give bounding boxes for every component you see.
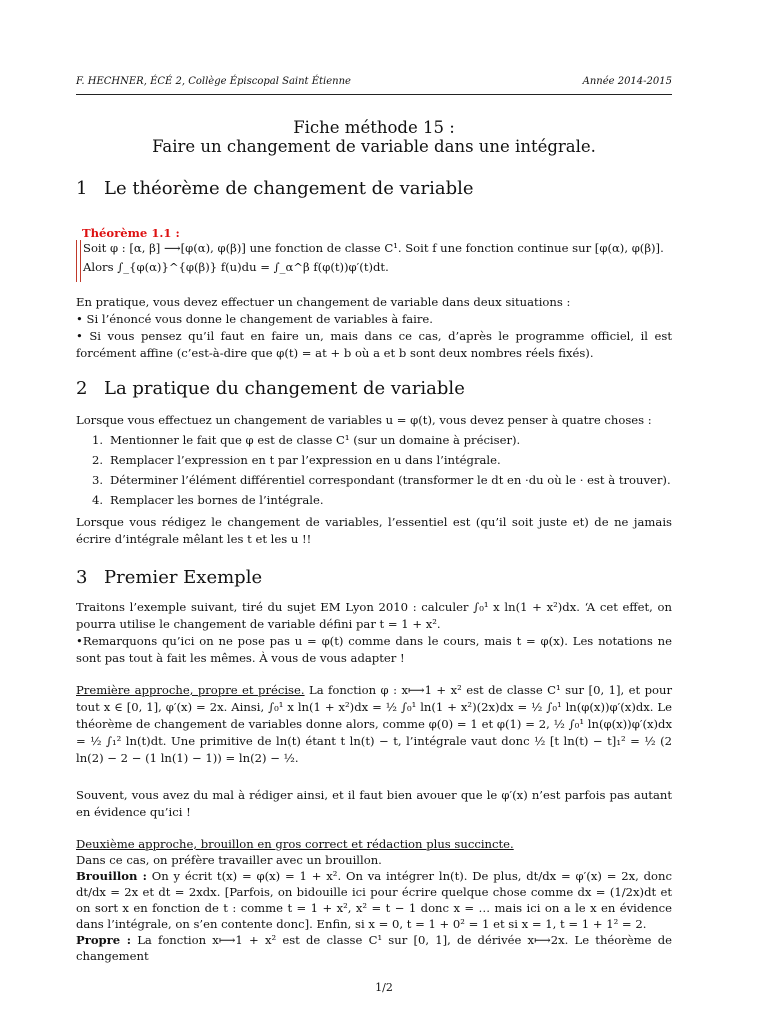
- section-heading-2: [76, 378, 465, 399]
- section-heading-1: [76, 178, 474, 199]
- paragraph: [76, 682, 672, 767]
- brouillon-label: Brouillon :: [76, 869, 147, 883]
- theorem-statement-line: Soit φ : [α, β] ⟶[φ(α), φ(β)] une fonction de classe C¹. Soit f une fonction continue sur [φ(α), φ(β)].: [83, 241, 664, 255]
- paragraph: Dans ce cas, on préfère travailler avec un brouillon.: [76, 853, 382, 867]
- section-1-body: [76, 294, 672, 362]
- paragraph: •Remarquons qu’ici on ne pose pas u = φ(t) comme dans le cours, mais t = φ(x). Les notations ne sont pas tout à fait les mêmes. À vous de vous adapter !: [76, 634, 672, 665]
- propre-body: La fonction x⟼1 + x² est de classe C¹ sur [0, 1], de dérivée x⟼2x. Le théorème de changement: [76, 933, 673, 963]
- theorem-margin-bar: [76, 240, 77, 282]
- header-author: F. HECHNER, ÉCÉ 2, Collège Épiscopal Saint Étienne: [76, 76, 351, 87]
- theorem-statement-line: Alors ∫_{φ(α)}^{φ(β)} f(u)du = ∫_α^β f(φ(t))φ′(t)dt.: [83, 260, 389, 274]
- paragraph: [76, 868, 672, 932]
- theorem-label: Théorème 1.1 :: [82, 226, 180, 240]
- section-title: Premier Exemple: [104, 567, 263, 588]
- list-item: 4. Remplacer les bornes de l’intégrale.: [92, 493, 324, 507]
- section-3-intro: [76, 599, 672, 667]
- header-rule: [76, 94, 672, 95]
- list-item: 3. Déterminer l’élément différentiel correspondant (transformer le dt en ·du où le · est à trouver).: [92, 473, 671, 487]
- section-title: La pratique du changement de variable: [104, 378, 465, 399]
- paragraph: En pratique, vous devez effectuer un changement de variable dans deux situations :: [76, 295, 571, 309]
- list-item: 1. Mentionner le fait que φ est de classe C¹ (sur un domaine à préciser).: [92, 433, 521, 447]
- title-line-1: Fiche méthode 15 :: [293, 118, 455, 137]
- section-number: 3: [76, 567, 88, 588]
- approach-2: [76, 836, 672, 964]
- paragraph: • Si vous pensez qu’il faut en faire un, mais dans ce cas, d’après le programme officiel, il est forcément affine (c’est-à-dire que φ(t) = at + b où a et b sont deux nombres réels fixés).: [76, 329, 672, 360]
- paragraph: • Si l’énoncé vous donne le changement de variables à faire.: [76, 312, 433, 326]
- section-2-outro: Lorsque vous rédigez le changement de variables, l’essentiel est (qu’il soit juste et) de ne jamais écrire d’intégrale mêlant les t et les u !!: [76, 515, 672, 546]
- section-number: 1: [76, 178, 88, 199]
- brouillon-body: On y écrit t(x) = φ(x) = 1 + x². On va intégrer ln(t). De plus, dt/dx = φ′(x) = 2x, donc dt/dx = 2x et dt = 2xdx. [Parfois, on bidouille ici pour écrire quelque chose comme dx = (1/2x)dt et on sort x en fonction de t : comme t = 1 + x², x² = t − 1 donc x = … mais ici on a le x en évidence dans l’intégrale, on s’en contente donc]. Enfin, si x = 0, t = 1 + 0² = 1 et si x = 1, t = 1 + 1² = 2.: [76, 869, 672, 931]
- approach-2-label: Deuxième approche, brouillon en gros correct et rédaction plus succincte.: [76, 837, 514, 851]
- steps-list: [92, 430, 672, 510]
- section-heading-3: [76, 567, 262, 588]
- theorem-box: [76, 226, 672, 282]
- approach-1: [76, 682, 672, 767]
- propre-label: Propre :: [76, 933, 131, 947]
- section-number: 2: [76, 378, 88, 399]
- section-3-remark: Souvent, vous avez du mal à rédiger ainsi, et il faut bien avouer que le φ′(x) n’est parfois pas autant en évidence qu’ici !: [76, 788, 672, 819]
- paragraph: [76, 836, 672, 852]
- paragraph: [76, 932, 672, 964]
- approach-1-label: Première approche, propre et précise.: [76, 683, 305, 697]
- section-2-intro: Lorsque vous effectuez un changement de variables u = φ(t), vous devez penser à quatre choses :: [76, 413, 652, 427]
- section-title: Le théorème de changement de variable: [104, 178, 474, 199]
- list-item: 2. Remplacer l’expression en t par l’expression en u dans l’intégrale.: [92, 453, 501, 467]
- header-year: Année 2014-2015: [582, 76, 672, 87]
- title-line-2: Faire un changement de variable dans une intégrale.: [152, 137, 596, 156]
- document-title: [76, 118, 672, 156]
- theorem-margin-bar: [80, 240, 81, 282]
- page-number: 1/2: [375, 981, 393, 994]
- paragraph: Traitons l’exemple suivant, tiré du sujet EM Lyon 2010 : calculer ∫₀¹ x ln(1 + x²)dx. ‘A cet effet, on pourra utilise le changement de variable défini par t = 1 + x².: [76, 600, 672, 631]
- approach-1-body: La fonction φ : x⟼1 + x² est de classe C¹ sur [0, 1], et pour tout x ∈ [0, 1], φ′(x) = 2x. Ainsi, ∫₀¹ x ln(1 + x²)dx = ½ ∫₀¹ ln(1 + x²)(2x)dx = ½ ∫₀¹ ln(φ(x))φ′(x)dx. Le théorème de changement de variables donne alors, comme φ(0) = 1 et φ(1) = 2, ½ ∫₀¹ ln(φ(x))φ′(x)dx = ½ ∫₁² ln(t)dt. Une primitive de ln(t) étant t ln(t) − t, l’intégrale vaut donc ½ [t ln(t) − t]₁² = ½ (2 ln(2) − 2 − (1 ln(1) − 1)) = ln(2) − ½.: [76, 683, 672, 765]
